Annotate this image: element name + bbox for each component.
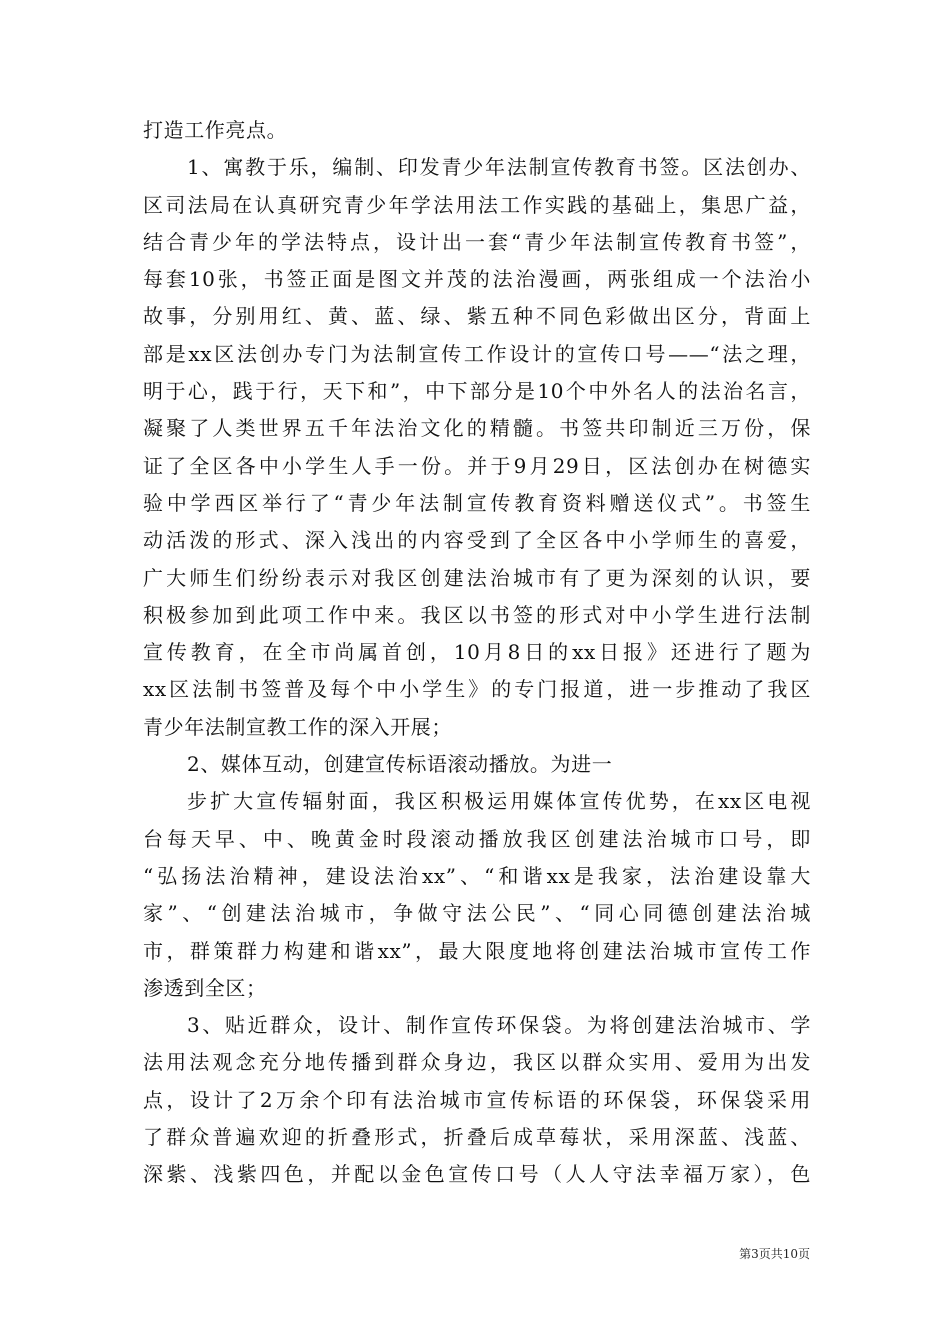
text-line: 青少年法制宣教工作的深入开展； [143,714,452,739]
text-line: 法用法观念充分地传播到群众身边，我区以群众实用、爱用为出发 [143,1050,811,1075]
text-line: 广大师生们纷纷表示对我区创建法治城市有了更为深刻的认识，要 [143,565,811,590]
text-line: 3、贴近群众，设计、制作宣传环保袋。为将创建法治城市、学 [187,1013,811,1038]
text-line: 每套10张，书签正面是图文并茂的法治漫画，两张组成一个法治小 [143,267,811,292]
text-line: 结合青少年的学法特点，设计出一套“青少年法制宣传教育书签”， [143,229,811,254]
text-line: 台每天早、中、晚黄金时段滚动播放我区创建法治城市口号，即 [143,826,811,851]
text-line: 市，群策群力构建和谐xx”，最大限度地将创建法治城市宣传工作 [143,938,811,963]
text-line: 宣传教育，在全市尚属首创，10月8日的xx日报》还进行了题为 [143,640,811,665]
text-line: 渗透到全区； [143,975,267,1000]
text-line: 家”、“创建法治城市，争做守法公民”、“同心同德创建法治城 [143,901,811,926]
text-line: 积极参加到此项工作中来。我区以书签的形式对中小学生进行法制 [143,602,811,627]
text-line: 深紫、浅紫四色，并配以金色宣传口号（人人守法幸福万家），色 [143,1162,811,1187]
text-line: 了群众普遍欢迎的折叠形式，折叠后成草莓状，采用深蓝、浅蓝、 [143,1125,811,1150]
text-line: 明于心，践于行，天下和”，中下部分是10个中外名人的法治名言， [143,379,811,404]
text-line: 动活泼的形式、深入浅出的内容受到了全区各中小学师生的喜爱， [143,528,811,553]
text-line: “弘扬法治精神，建设法治xx”、“和谐xx是我家，法治建设靠大 [143,863,811,888]
text-line: 点，设计了2万余个印有法治城市宣传标语的环保袋，环保袋采用 [143,1087,811,1112]
text-line: 步扩大宣传辐射面，我区积极运用媒体宣传优势，在xx区电视 [187,789,811,814]
text-line: 打造工作亮点。 [143,118,288,142]
page-number: 第3页共10页 [739,1247,810,1261]
text-line: 区司法局在认真研究青少年学法用法工作实践的基础上，集思广益， [143,192,811,217]
text-line: xx区法制书签普及每个中小学生》的专门报道，进一步推动了我区 [143,677,811,702]
text-line: 部是xx区法创办专门为法制宣传工作设计的宣传口号——“法之理， [143,341,811,366]
text-line: 2、媒体互动，创建宣传标语滚动播放。为进一 [187,752,613,777]
text-line: 故事，分别用红、黄、蓝、绿、紫五种不同色彩做出区分，背面上 [143,304,811,329]
text-line: 证了全区各中小学生人手一份。并于9月29日，区法创办在树德实 [143,453,811,478]
text-line: 1、寓教于乐，编制、印发青少年法制宣传教育书签。区法创办、 [187,155,811,180]
text-line: 验中学西区举行了“青少年法制宣传教育资料赠送仪式”。书签生 [143,490,811,515]
text-line: 凝聚了人类世界五千年法治文化的精髓。书签共印制近三万份，保 [143,416,811,441]
document-body [143,112,811,1194]
